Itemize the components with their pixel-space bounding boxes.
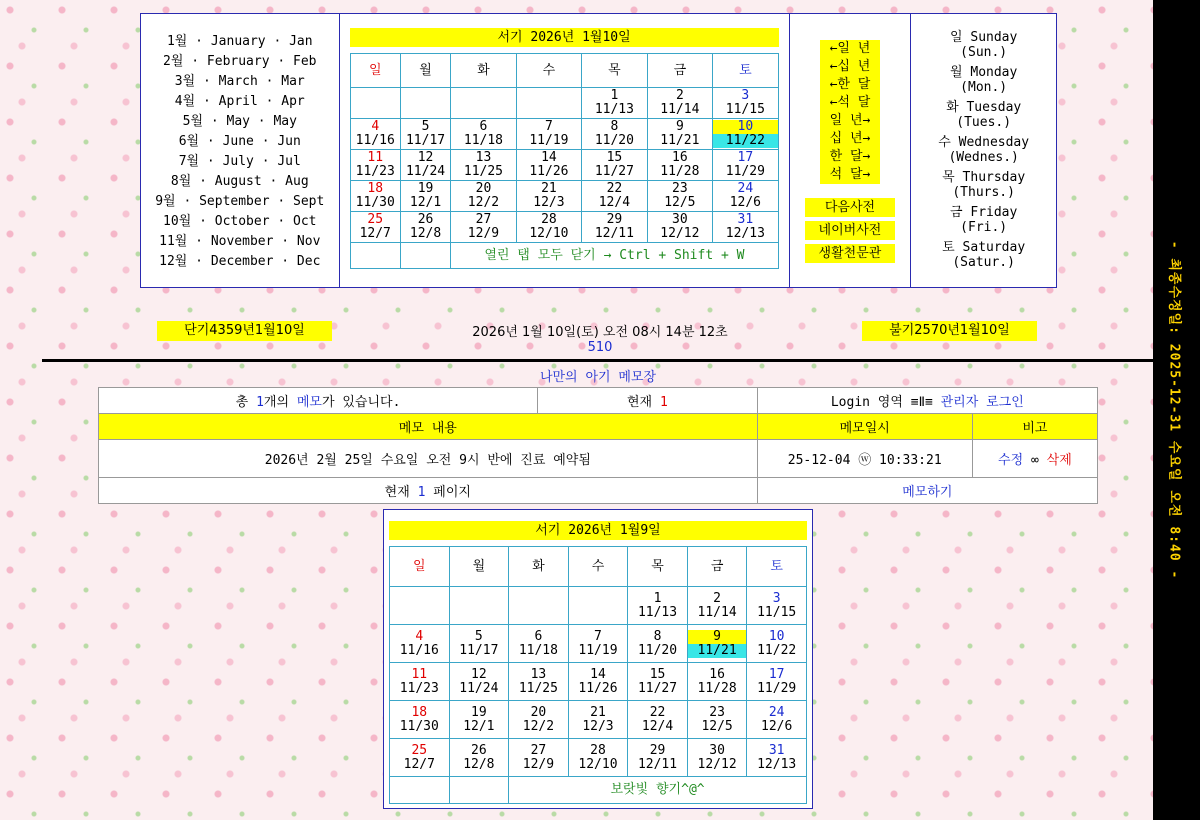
nav-button[interactable]: ←석 달	[820, 94, 880, 112]
weekday-abbr: (Sun.)	[960, 45, 1008, 60]
lunar-date: 11/23	[399, 680, 439, 696]
day-cell[interactable]	[747, 587, 807, 625]
day-cell[interactable]	[582, 212, 647, 243]
day-cell[interactable]	[449, 701, 509, 739]
day-number: 5	[421, 119, 430, 134]
day-cell[interactable]	[400, 181, 450, 212]
empty-cell	[516, 88, 581, 119]
day-number: 30	[672, 212, 688, 227]
lunar-date: 12/1	[463, 718, 495, 734]
lunar-date: 11/26	[578, 680, 618, 696]
day-cell[interactable]	[747, 739, 807, 777]
month-item: 3월 · March · Mar	[174, 74, 305, 89]
weekday-header: 금	[687, 547, 747, 587]
login-area: Login 영역 ≡Ⅱ≡ 관리자 로그인	[757, 388, 1097, 414]
month-item: 4월 · April · Apr	[174, 94, 305, 109]
day-number: 3	[741, 88, 750, 103]
day-number: 14	[590, 666, 606, 682]
day-cell[interactable]	[713, 181, 779, 212]
lunar-date: 11/23	[355, 164, 395, 179]
lunar-date: 11/13	[594, 102, 634, 117]
memo-page-indicator: 현재 1 페이지	[99, 478, 758, 504]
day-number: 29	[649, 742, 666, 758]
memo-title: 나만의 아기 메모장	[539, 370, 657, 385]
lunar-date: 12/4	[641, 718, 674, 734]
lunar-date: 11/30	[399, 718, 439, 734]
month-item: 10월 · October · Oct	[163, 214, 317, 229]
weekday-header: 목	[628, 547, 688, 587]
memo-current: 현재 1	[538, 388, 758, 414]
lunar-date: 11/29	[757, 680, 797, 696]
weekday-header: 토	[713, 54, 779, 88]
day-cell[interactable]	[687, 587, 747, 625]
lunar-date: 11/30	[355, 195, 395, 210]
memo-table	[98, 387, 1098, 504]
lunar-date: 11/19	[578, 642, 618, 658]
day-number: 18	[367, 181, 384, 196]
current-datetime-text: 2026년 1월 10일(토) 오전 08시 14분 12초	[472, 325, 728, 340]
day-number: 4	[371, 119, 380, 134]
day-cell[interactable]	[582, 119, 647, 150]
day-number: 16	[709, 666, 725, 682]
day-cell[interactable]	[350, 181, 400, 212]
nav-button[interactable]: ←한 달	[820, 76, 880, 94]
weekday-name: 일 Sunday	[949, 30, 1018, 45]
weekday-abbr: (Satur.)	[952, 255, 1015, 270]
day-number: 28	[590, 742, 606, 758]
day-number: 28	[541, 212, 557, 227]
day-number: 31	[768, 742, 785, 758]
day-cell[interactable]	[350, 150, 400, 181]
bulgi-date: 불기2570년1월10일	[862, 321, 1037, 341]
calendar-footer: 보랏빛 향기^@^	[509, 777, 807, 804]
lunar-date: 12/4	[598, 195, 631, 210]
day-cell[interactable]	[687, 739, 747, 777]
weekday-abbr: (Thurs.)	[952, 185, 1015, 200]
weekday-header: 화	[509, 547, 569, 587]
day-cell[interactable]	[449, 739, 509, 777]
lunar-date: 11/15	[725, 102, 765, 117]
weekday-item	[911, 100, 1056, 135]
calendar-top	[350, 53, 779, 269]
lunar-date: 11/29	[725, 164, 765, 179]
weekday-name: 월 Monday	[949, 65, 1018, 80]
memo-edit-link[interactable]: 수정	[998, 453, 1024, 468]
day-cell[interactable]	[509, 663, 569, 701]
day-number: 3	[772, 590, 781, 606]
lunar-date: 11/22	[713, 134, 778, 148]
day-cell[interactable]	[647, 88, 712, 119]
weekday-header: 수	[568, 547, 628, 587]
memo-header-note: 비고	[972, 414, 1097, 440]
day-cell[interactable]	[568, 739, 628, 777]
empty-cell	[400, 88, 450, 119]
day-cell[interactable]	[451, 119, 516, 150]
lunar-date: 11/15	[757, 604, 797, 620]
day-cell[interactable]	[687, 625, 747, 663]
empty-cell	[509, 587, 569, 625]
lunar-date: 11/28	[660, 164, 700, 179]
weekday-item	[911, 240, 1056, 275]
day-cell[interactable]	[582, 181, 647, 212]
day-number: 15	[606, 150, 623, 165]
month-item: 9월 · September · Sept	[155, 194, 325, 209]
lunar-date: 12/8	[409, 226, 442, 241]
month-item: 1월 · January · Jan	[166, 34, 313, 49]
day-cell[interactable]	[568, 625, 628, 663]
day-number: 15	[649, 666, 666, 682]
lunar-date: 11/25	[518, 680, 558, 696]
lunar-date: 11/25	[463, 164, 504, 179]
day-cell[interactable]	[400, 212, 450, 243]
day-cell[interactable]	[516, 212, 581, 243]
lunar-date: 12/8	[463, 756, 495, 772]
day-cell[interactable]	[747, 663, 807, 701]
day-cell[interactable]	[747, 625, 807, 663]
lunar-date: 12/7	[359, 226, 391, 241]
day-number: 16	[672, 150, 688, 165]
dictionary-link[interactable]: 네이버사전	[805, 221, 895, 240]
lunar-date: 12/12	[697, 756, 737, 772]
day-cell[interactable]	[449, 625, 509, 663]
day-cell[interactable]	[628, 739, 688, 777]
weekday-abbr: (Mon.)	[960, 80, 1008, 95]
day-number: 14	[541, 150, 557, 165]
empty-cell	[451, 88, 516, 119]
day-cell[interactable]	[516, 150, 581, 181]
day-number: 19	[471, 704, 487, 720]
day-cell[interactable]	[400, 150, 450, 181]
lunar-date: 12/9	[467, 226, 500, 241]
empty-cell	[449, 777, 509, 804]
day-cell[interactable]	[390, 663, 450, 701]
day-cell[interactable]	[451, 181, 516, 212]
day-number: 9	[675, 119, 684, 134]
day-cell[interactable]	[568, 701, 628, 739]
day-number: 8	[610, 119, 619, 134]
day-number: 12	[471, 666, 487, 682]
dictionary-link[interactable]: 생활천문관	[805, 244, 895, 263]
day-number: 5	[474, 628, 483, 644]
day-number: 7	[594, 628, 602, 644]
lunar-date: 12/10	[529, 226, 569, 241]
day-number: 26	[471, 742, 487, 758]
nav-button[interactable]: 석 달→	[820, 166, 880, 184]
nav-button[interactable]: ←일 년	[820, 40, 880, 58]
lunar-date: 11/18	[463, 133, 504, 148]
admin-login-link[interactable]: 관리자 로그인	[940, 395, 1024, 410]
empty-cell	[390, 777, 450, 804]
day-cell[interactable]	[451, 212, 516, 243]
empty-cell	[350, 243, 400, 269]
day-number: 29	[606, 212, 623, 227]
memo-delete-link[interactable]: 삭제	[1046, 453, 1072, 468]
lunar-date: 11/26	[529, 164, 569, 179]
day-cell[interactable]	[451, 150, 516, 181]
nav-button[interactable]: 십 년→	[820, 130, 880, 148]
weekday-name: 금 Friday	[949, 205, 1018, 220]
lunar-date: 12/1	[409, 195, 442, 210]
day-number: 4	[415, 628, 424, 644]
day-number: 6	[534, 628, 543, 644]
calendar-top-title: 서기 2026년 1월10일	[350, 28, 779, 47]
day-number: 27	[530, 742, 547, 758]
day-cell[interactable]	[390, 739, 450, 777]
day-number: 19	[417, 181, 434, 196]
day-number: 23	[672, 181, 688, 196]
day-cell[interactable]	[628, 587, 688, 625]
dictionary-link[interactable]: 다음사전	[805, 198, 895, 217]
memo-count: 1	[256, 395, 264, 410]
weekday-header: 목	[582, 54, 647, 88]
day-cell[interactable]	[449, 663, 509, 701]
day-number: 20	[475, 181, 492, 196]
weekday-header: 일	[390, 547, 450, 587]
lunar-date: 11/16	[399, 642, 439, 658]
empty-cell	[568, 587, 628, 625]
lunar-date: 12/13	[757, 756, 797, 772]
day-number: 25	[411, 742, 428, 758]
day-number: 2	[675, 88, 684, 103]
lunar-date: 12/5	[701, 718, 733, 734]
day-cell[interactable]	[516, 181, 581, 212]
nav-button[interactable]: 한 달→	[820, 148, 880, 166]
day-number: 1	[653, 590, 662, 606]
day-cell[interactable]	[350, 119, 400, 150]
month-item: 11월 · November · Nov	[159, 234, 321, 249]
memo-row	[99, 440, 1098, 478]
day-cell[interactable]	[568, 663, 628, 701]
write-memo-link[interactable]: 메모하기	[757, 478, 1097, 504]
weekday-abbr: (Fri.)	[960, 220, 1008, 235]
lunar-date: 12/9	[522, 756, 555, 772]
month-item: 8월 · August · Aug	[170, 174, 309, 189]
day-cell[interactable]	[400, 119, 450, 150]
day-number: 11	[367, 150, 384, 165]
day-cell[interactable]	[509, 701, 569, 739]
lunar-date: 11/14	[660, 102, 700, 117]
day-cell[interactable]	[582, 150, 647, 181]
day-number: 24	[768, 704, 785, 720]
day-cell[interactable]	[747, 701, 807, 739]
memo-content: 2026년 2월 25일 수요일 오전 9시 반에 진료 예약됨	[99, 440, 758, 478]
weekday-name: 토 Saturday	[942, 240, 1026, 255]
month-names-list	[141, 14, 340, 287]
day-number: 13	[530, 666, 547, 682]
month-item: 6월 · June · Jun	[178, 134, 301, 149]
memo-datetime: 25-12-04 ⓦ 10:33:21	[757, 440, 972, 478]
day-number: 24	[737, 181, 754, 196]
day-cell[interactable]	[390, 701, 450, 739]
day-cell[interactable]	[713, 88, 779, 119]
calendar-top-panel	[340, 14, 790, 287]
month-item: 5월 · May · May	[182, 114, 297, 129]
day-cell[interactable]	[713, 119, 779, 150]
day-number: 13	[475, 150, 492, 165]
weekday-abbr: (Wednes.)	[948, 150, 1019, 165]
lunar-date: 12/12	[660, 226, 700, 241]
day-number: 11	[411, 666, 428, 682]
day-cell[interactable]	[509, 739, 569, 777]
day-cell[interactable]	[647, 212, 712, 243]
lunar-date: 11/27	[594, 164, 634, 179]
weekday-item	[911, 205, 1056, 240]
lunar-date: 11/21	[660, 133, 700, 148]
day-number: 8	[653, 628, 662, 644]
lunar-date: 11/28	[697, 680, 737, 696]
calendar-bottom	[389, 546, 807, 804]
day-cell[interactable]	[647, 150, 712, 181]
weekday-header: 월	[400, 54, 450, 88]
lunar-date: 11/18	[518, 642, 558, 658]
day-cell[interactable]	[647, 181, 712, 212]
day-number: 20	[530, 704, 547, 720]
day-cell[interactable]	[687, 663, 747, 701]
weekday-abbr: (Tues.)	[956, 115, 1012, 130]
weekday-header: 화	[451, 54, 516, 88]
weekday-item	[911, 170, 1056, 205]
lunar-date: 11/14	[697, 604, 737, 620]
day-number: 10	[768, 628, 785, 644]
nav-button[interactable]: 일 년→	[820, 112, 880, 130]
day-number: 12	[417, 150, 434, 165]
calendar-footer: 열린 탭 모두 닫기 → Ctrl + Shift + W	[451, 243, 778, 269]
lunar-date: 12/11	[637, 756, 678, 772]
month-item: 2월 · February · Feb	[163, 54, 317, 69]
day-number: 21	[541, 181, 557, 196]
day-cell[interactable]	[647, 119, 712, 150]
weekday-header: 토	[747, 547, 807, 587]
memo-actions: 수정 ∞ 삭제	[972, 440, 1097, 478]
lunar-date: 12/13	[725, 226, 765, 241]
calendar-bottom-title: 서기 2026년 1월9일	[389, 521, 807, 540]
day-number: 7	[545, 119, 553, 134]
memo-summary: 총 1개의 메모가 있습니다.	[99, 388, 538, 414]
day-number: 27	[475, 212, 492, 227]
lunar-date: 11/24	[459, 680, 499, 696]
nav-button[interactable]: ←십 년	[820, 58, 880, 76]
last-modified-text: - 최종수정일: 2025-12-31 수요일 오전 8:40 -	[1166, 240, 1182, 580]
top-panel	[140, 13, 1057, 288]
lunar-date: 12/2	[467, 195, 500, 210]
lunar-date: 12/10	[578, 756, 618, 772]
day-cell[interactable]	[713, 150, 779, 181]
lunar-date: 11/17	[405, 133, 446, 148]
memo-header-datetime: 메모일시	[757, 414, 972, 440]
lunar-date: 11/19	[529, 133, 569, 148]
weekday-header: 월	[449, 547, 509, 587]
day-cell[interactable]	[628, 663, 688, 701]
calendar-bottom-panel	[383, 509, 813, 809]
divider-line	[42, 359, 1153, 362]
day-cell[interactable]	[516, 119, 581, 150]
day-cell[interactable]	[628, 701, 688, 739]
month-item: 7월 · July · Jul	[178, 154, 301, 169]
empty-cell	[390, 587, 450, 625]
day-number: 23	[709, 704, 725, 720]
day-number: 26	[417, 212, 434, 227]
current-datetime	[350, 325, 850, 355]
day-cell[interactable]	[713, 212, 779, 243]
day-number: 21	[590, 704, 606, 720]
weekday-header: 금	[647, 54, 712, 88]
weekday-name: 화 Tuesday	[946, 100, 1022, 115]
day-number: 25	[367, 212, 384, 227]
weekday-names-list	[911, 14, 1056, 287]
lunar-date: 11/24	[405, 164, 446, 179]
day-number: 1	[610, 88, 619, 103]
memo-header-content: 메모 내용	[99, 414, 758, 440]
empty-cell	[400, 243, 450, 269]
lunar-date: 12/6	[761, 718, 793, 734]
day-number: 10	[713, 120, 778, 134]
lunar-date: 12/3	[582, 718, 614, 734]
weekday-item	[911, 65, 1056, 100]
empty-cell	[350, 88, 400, 119]
day-cell[interactable]	[350, 212, 400, 243]
weekday-item	[911, 30, 1056, 65]
day-number: 30	[709, 742, 725, 758]
day-number: 17	[737, 150, 754, 165]
day-cell[interactable]	[582, 88, 647, 119]
day-cell[interactable]	[687, 701, 747, 739]
empty-cell	[449, 587, 509, 625]
lunar-date: 12/5	[664, 195, 696, 210]
weekday-name: 목 Thursday	[942, 170, 1026, 185]
lunar-date: 11/16	[355, 133, 395, 148]
navigation-panel	[790, 14, 912, 287]
day-number: 22	[649, 704, 666, 720]
lunar-date: 11/17	[459, 642, 499, 658]
lunar-date: 12/3	[533, 195, 565, 210]
lunar-date: 12/7	[403, 756, 435, 772]
weekday-name: 수 Wednesday	[938, 135, 1030, 150]
lunar-date: 11/21	[688, 644, 747, 658]
weekday-header: 수	[516, 54, 581, 88]
day-number: 22	[606, 181, 623, 196]
dangi-date: 단기4359년1월10일	[157, 321, 332, 341]
month-item: 12월 · December · Dec	[159, 254, 321, 269]
lunar-date: 12/11	[594, 226, 634, 241]
lunar-date: 11/20	[594, 133, 634, 148]
lunar-date: 12/2	[522, 718, 555, 734]
day-cell[interactable]	[628, 625, 688, 663]
visit-counter: 510	[587, 340, 613, 355]
weekday-item	[911, 135, 1056, 170]
lunar-date: 11/20	[637, 642, 678, 658]
lunar-date: 11/13	[637, 604, 678, 620]
day-number: 6	[479, 119, 488, 134]
day-cell[interactable]	[390, 625, 450, 663]
lunar-date: 11/27	[637, 680, 678, 696]
day-number: 31	[737, 212, 754, 227]
day-number: 2	[713, 590, 721, 606]
day-number: 17	[768, 666, 785, 682]
weekday-header: 일	[350, 54, 400, 88]
lunar-date: 12/6	[729, 195, 761, 210]
lunar-date: 11/22	[757, 642, 797, 658]
day-cell[interactable]	[509, 625, 569, 663]
day-number: 18	[411, 704, 428, 720]
day-number: 9	[688, 630, 747, 644]
